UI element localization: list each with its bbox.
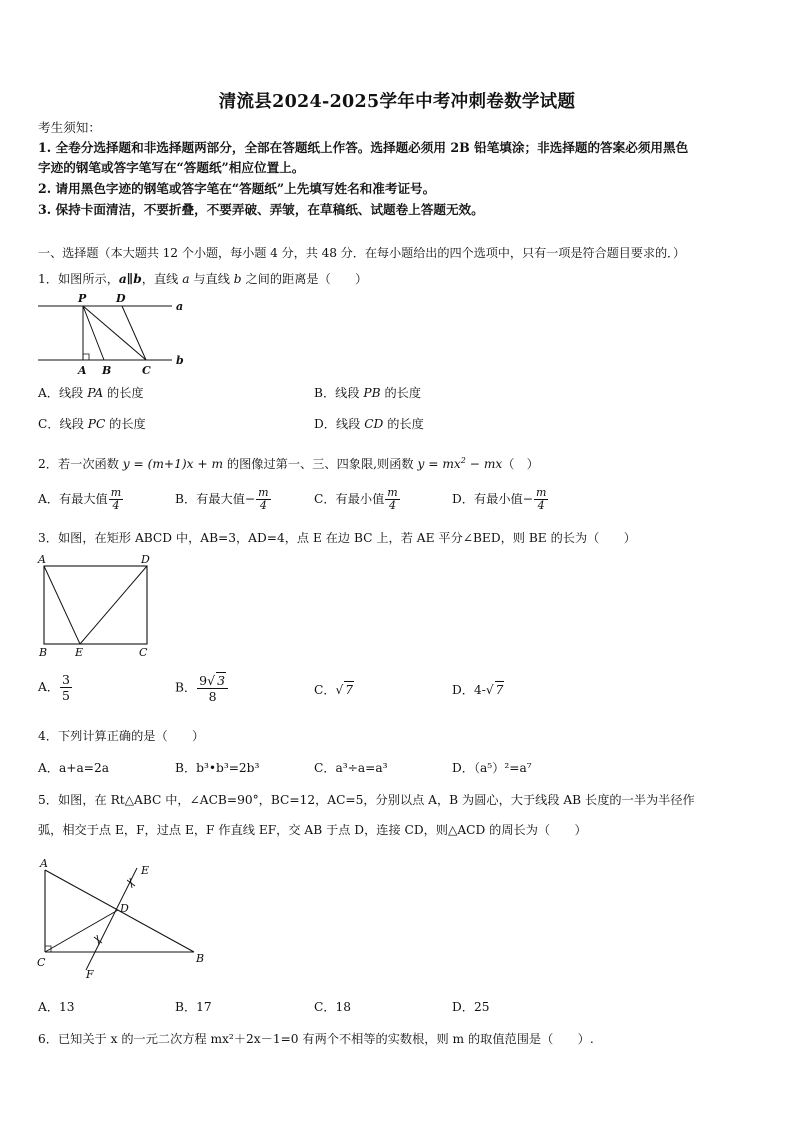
label-d: D bbox=[120, 902, 129, 915]
q2-option-d-fraction bbox=[534, 487, 548, 512]
q4-option-a[interactable]: A．a+a=2a bbox=[38, 761, 109, 775]
q2-pre: 2．若一次函数 bbox=[38, 457, 123, 472]
q2-quadratic-exponent: 2 bbox=[460, 456, 466, 465]
radicand: 7 bbox=[345, 683, 354, 697]
q1-option-b-seg: PB bbox=[363, 386, 381, 400]
q1-option-b-post: 的长度 bbox=[380, 386, 422, 400]
q3-option-c[interactable] bbox=[314, 681, 354, 698]
q3-option-a[interactable] bbox=[38, 672, 73, 703]
label-c: C bbox=[142, 364, 151, 376]
fraction-denominator: 4 bbox=[259, 499, 267, 512]
question-3-figure bbox=[36, 550, 156, 658]
coefficient: 9 bbox=[199, 673, 208, 688]
q2-option-c-label: C．有最小值 bbox=[314, 492, 385, 506]
notice-item-1-line-2: 字迹的钢笔或答字笔写在“答题纸”相应位置上。 bbox=[38, 160, 305, 175]
page-title: 清流县2024-2025学年中考冲刺卷数学试题 bbox=[218, 92, 576, 112]
fraction-numerator bbox=[197, 672, 228, 689]
notice-item-1-line-1: 1. 全卷分选择题和非选择题两部分，全部在答题纸上作答。选择题必须用 2B 铅笔填涂；非选择题的答案必须用黑色 bbox=[38, 140, 689, 155]
q1-line-a: a bbox=[182, 272, 190, 286]
q3-option-a-label: A． bbox=[38, 680, 59, 694]
right-angle-mark bbox=[83, 354, 89, 360]
q2-mid: 的图像过第一、三、四象限,则函数 bbox=[223, 457, 418, 472]
q4-option-c[interactable]: C．a³÷a=a³ bbox=[314, 761, 388, 775]
segment-pb bbox=[83, 306, 104, 360]
line-ef bbox=[86, 868, 137, 970]
q4-option-d[interactable]: D．（a⁵）²=a⁷ bbox=[452, 761, 532, 775]
q1-line-b: b bbox=[233, 272, 242, 286]
label-d: D bbox=[116, 292, 126, 305]
question-2-stem bbox=[38, 453, 539, 472]
radicand: 7 bbox=[495, 683, 504, 697]
segment-ed bbox=[80, 566, 147, 644]
q1-mid2: 与直线 bbox=[189, 272, 234, 286]
label-a: A bbox=[78, 364, 87, 376]
q1-option-c-pre: C．线段 bbox=[38, 417, 88, 431]
section-heading: 一、选择题（本大题共 12 个小题，每小题 4 分，共 48 分．在每小题给出的四个选项中，只有一项是符合题目要求的．） bbox=[38, 246, 686, 260]
rectangle-abcd bbox=[44, 566, 147, 644]
q2-option-a-label: A．有最大值 bbox=[38, 492, 108, 506]
q2-option-d-minus: − bbox=[522, 492, 533, 506]
label-f: F bbox=[86, 968, 94, 981]
radicand: 3 bbox=[217, 673, 226, 688]
q1-option-a[interactable] bbox=[38, 385, 144, 401]
segment-cd bbox=[45, 910, 118, 952]
fraction-numerator: m bbox=[110, 486, 122, 499]
q2-option-d-label: D．有最小值 bbox=[452, 492, 523, 506]
label-p: P bbox=[78, 292, 87, 305]
label-b: B bbox=[39, 646, 48, 658]
q1-option-d[interactable] bbox=[314, 416, 424, 432]
q3-option-b-label: B． bbox=[175, 680, 197, 695]
fraction-denominator: 5 bbox=[62, 688, 70, 703]
q5-option-c[interactable]: C．18 bbox=[314, 1000, 352, 1014]
q1-option-d-post: 的长度 bbox=[383, 417, 424, 431]
q1-option-c-post: 的长度 bbox=[105, 417, 146, 431]
fraction-denominator: 4 bbox=[537, 499, 545, 512]
label-e: E bbox=[141, 864, 150, 877]
label-a-line: a bbox=[176, 300, 184, 313]
label-c: C bbox=[37, 956, 46, 969]
q5-option-d[interactable]: D．25 bbox=[452, 1000, 490, 1014]
radical-sign: √ bbox=[485, 683, 494, 697]
question-1-stem bbox=[38, 271, 367, 287]
q1-mid: ，直线 bbox=[141, 272, 183, 286]
q2-quadratic-pre: y = mx bbox=[417, 457, 461, 472]
segment-pc bbox=[83, 306, 146, 360]
q3-option-d-label: D．4- bbox=[452, 683, 486, 697]
q1-option-a-seg: PA bbox=[87, 386, 104, 400]
segment-ae bbox=[44, 566, 80, 644]
q2-option-d[interactable] bbox=[452, 487, 549, 512]
label-b-line: b bbox=[176, 354, 184, 367]
question-5-figure bbox=[34, 858, 214, 982]
q2-linear-function: y = (m+1)x + m bbox=[122, 457, 224, 472]
radical-sign: √ bbox=[335, 683, 344, 697]
q1-option-d-pre: D．线段 bbox=[314, 417, 365, 431]
q2-quadratic-post: − mx bbox=[465, 457, 503, 472]
label-b: B bbox=[102, 364, 112, 376]
q3-option-b[interactable] bbox=[175, 672, 229, 704]
question-4-stem: 4．下列计算正确的是（ ） bbox=[38, 729, 205, 743]
q3-option-a-fraction bbox=[60, 672, 72, 703]
fraction-denominator: 4 bbox=[112, 499, 120, 512]
fraction-numerator: m bbox=[258, 486, 269, 499]
fraction-numerator: m bbox=[387, 486, 398, 499]
q5-option-b[interactable]: B．17 bbox=[175, 1000, 212, 1014]
radical-sign: √ bbox=[207, 673, 216, 688]
q1-condition: a∥b bbox=[118, 272, 142, 286]
fraction-denominator: 8 bbox=[208, 689, 217, 704]
q2-option-c[interactable] bbox=[314, 487, 401, 512]
fraction-numerator: m bbox=[535, 486, 547, 499]
q2-option-b-label: B．有最大值 bbox=[175, 492, 245, 506]
label-c: C bbox=[139, 646, 148, 658]
q2-option-a-fraction bbox=[109, 487, 123, 512]
q2-post: （ ） bbox=[502, 457, 539, 472]
label-e: E bbox=[75, 646, 84, 658]
q3-option-b-fraction bbox=[197, 672, 228, 704]
q1-option-a-post: 的长度 bbox=[103, 386, 144, 400]
label-d: D bbox=[141, 553, 150, 566]
q1-option-c-seg: PC bbox=[87, 417, 106, 431]
q2-option-c-fraction bbox=[385, 487, 399, 512]
label-a: A bbox=[38, 553, 46, 566]
q3-option-d[interactable] bbox=[452, 681, 504, 698]
question-5-stem-line-1: 5．如图，在 Rt△ABC 中，∠ACB=90°，BC=12，AC=5，分别以点 A，B 为圆心，大于线段 AB 长度的一半为半径作 bbox=[38, 793, 695, 807]
label-a: A bbox=[40, 858, 48, 870]
q2-option-b[interactable] bbox=[175, 487, 272, 512]
notice-heading: 考生须知： bbox=[38, 120, 101, 135]
fraction-denominator: 4 bbox=[388, 499, 396, 512]
question-3-stem: 3．如图，在矩形 ABCD 中，AB=3，AD=4，点 E 在边 BC 上，若 AE 平分∠BED，则 BE 的长为（ ） bbox=[38, 531, 636, 545]
question-1-figure bbox=[36, 292, 196, 376]
segment-cd bbox=[122, 306, 146, 360]
notice-item-3: 3. 保持卡面清洁，不要折叠，不要弄破、弄皱，在草稿纸、试题卷上答题无效。 bbox=[38, 202, 484, 217]
notice-item-2: 2. 请用黑色字迹的钢笔或答字笔在“答题纸”上先填写姓名和准考证号。 bbox=[38, 181, 436, 196]
q4-option-b[interactable]: B．b³•b³=2b³ bbox=[175, 761, 260, 775]
q1-option-b-pre: B．线段 bbox=[314, 386, 364, 400]
question-6-stem: 6．已知关于 x 的一元二次方程 mx²＋2x－1=0 有两个不相等的实数根，则 m 的取值范围是（ ）. bbox=[38, 1032, 594, 1046]
q1-option-a-pre: A．线段 bbox=[38, 386, 88, 400]
question-5-stem-line-2: 弧，相交于点 E，F，过点 E，F 作直线 EF，交 AB 于点 D，连接 CD，则△ACD 的周长为（ ） bbox=[38, 823, 587, 837]
q1-pre: 1．如图所示， bbox=[38, 272, 119, 286]
q1-post: 之间的距离是（ ） bbox=[241, 272, 368, 286]
q3-option-c-label: C． bbox=[314, 683, 336, 697]
q1-option-c[interactable] bbox=[38, 416, 146, 432]
fraction-numerator: 3 bbox=[62, 672, 70, 687]
q1-option-d-seg: CD bbox=[364, 417, 384, 431]
label-b: B bbox=[196, 952, 205, 965]
q1-option-b[interactable] bbox=[314, 385, 421, 401]
q2-option-a[interactable] bbox=[38, 487, 124, 512]
q2-option-b-fraction bbox=[256, 487, 270, 512]
q5-option-a[interactable]: A．13 bbox=[38, 1000, 75, 1014]
q2-option-b-minus: − bbox=[244, 492, 256, 506]
